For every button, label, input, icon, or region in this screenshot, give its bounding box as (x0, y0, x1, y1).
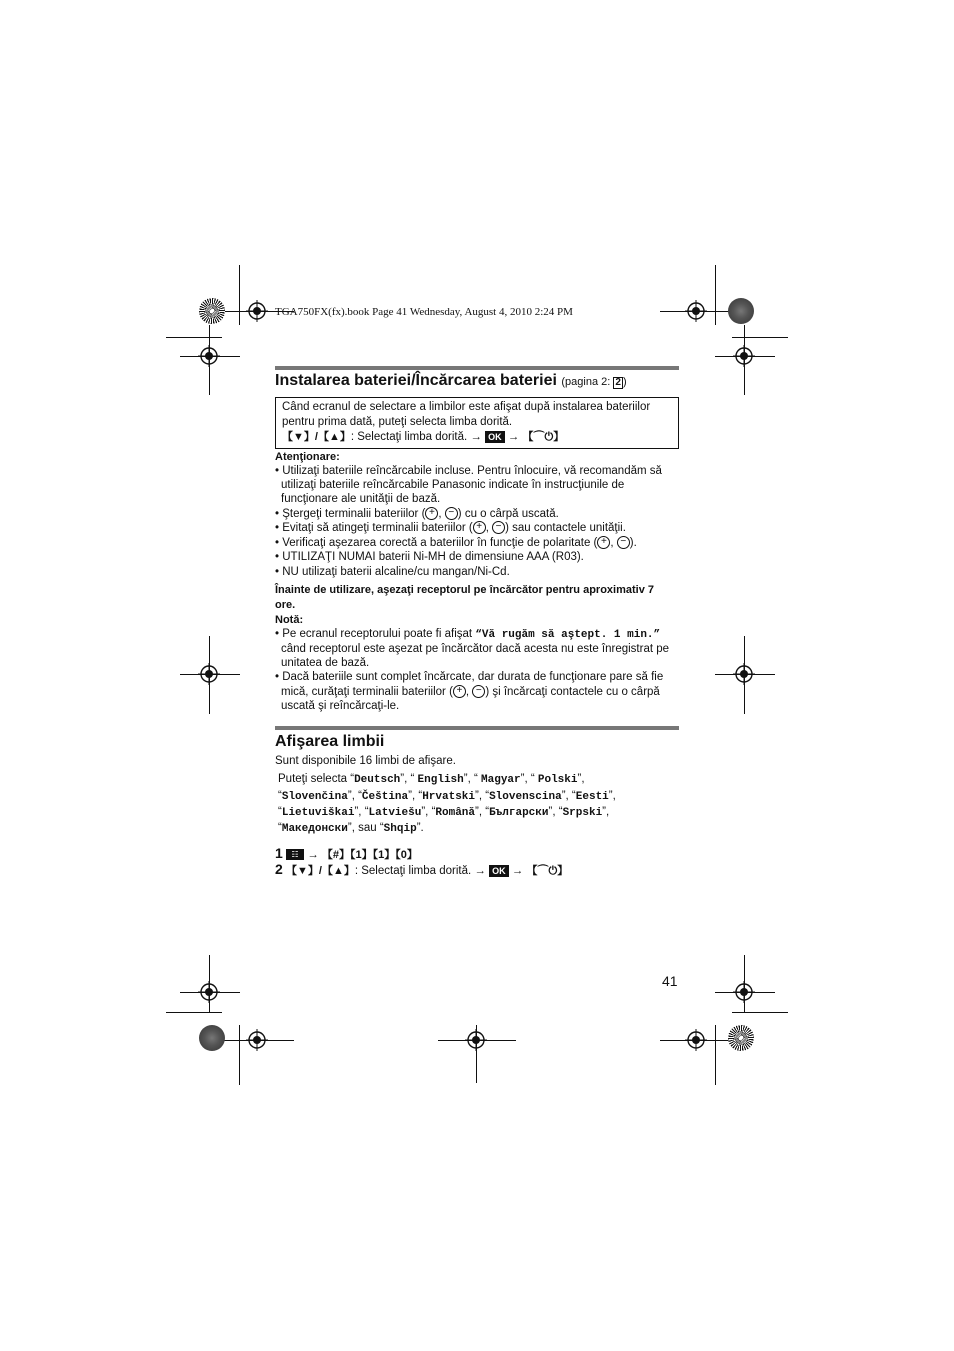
minus-terminal-icon: − (492, 521, 505, 534)
arrow-right-icon: → (470, 431, 482, 443)
bullet-6: • NU utilizaţi baterii alcaline/cu mangan/Ni-Cd. (275, 566, 510, 578)
step-2: 2 【▼】/【▲】: Selectaţi limba dorită. → OK → 【⌒⏻】 (275, 861, 569, 877)
arrow-right-icon: → (307, 849, 319, 861)
off-key-icon: 【⌒⏻】 (526, 865, 569, 877)
step-1: 1 ☷ → 【#】【1】【1】【0】 (275, 845, 418, 861)
book-header: TGA750FX(fx).book Page 41 Wednesday, August 4, 2010 2:24 PM (275, 306, 573, 318)
off-key-icon: 【⌒⏻】 (522, 431, 565, 443)
note-1-line-3: unitatea de bază. (281, 657, 370, 669)
star-target-icon (199, 298, 225, 324)
box-line-2: pentru prima dată, puteţi selecta limba dorită. (282, 416, 513, 428)
box-line-1: Când ecranul de selectare a limbilor este afişat după instalarea bateriilor (282, 401, 651, 413)
note-label: Notă: (275, 614, 304, 626)
bullet-1: • Utilizaţi bateriile reîncărcabile incluse. Pentru înlocuire, vă recomandăm să (275, 465, 662, 477)
plus-terminal-icon: + (425, 507, 438, 520)
languages-intro: Sunt disponibile 16 limbi de afişare. (275, 755, 456, 767)
registration-mark-icon (685, 300, 707, 322)
arrow-right-icon: → (474, 865, 486, 877)
up-down-keys: 【▼】/【▲】 (282, 431, 351, 443)
minus-terminal-icon: − (617, 536, 630, 549)
registration-mark-icon (733, 345, 755, 367)
language-list-line-4: “Македонски”, sau “Shqip”. (278, 822, 424, 835)
ok-key-icon: OK (489, 865, 509, 877)
gray-disc-icon (728, 298, 754, 324)
attention-label: Atenţionare: (275, 451, 340, 463)
registration-mark-icon (685, 1029, 707, 1051)
section-rule (275, 366, 679, 370)
note-2-line-3: uscată şi reîncărcaţi-le. (281, 700, 400, 712)
up-down-keys: 【▼】/【▲】 (286, 865, 355, 877)
registration-mark-icon (198, 345, 220, 367)
minus-terminal-icon: − (472, 685, 485, 698)
registration-mark-icon (733, 663, 755, 685)
code-keys: 【#】【1】【1】【0】 (321, 849, 418, 861)
ok-key-icon: OK (485, 431, 505, 443)
bullet-1-line-3: funcţionare ale unităţii de bază. (281, 493, 441, 505)
page-reference: (pagina 2: 2 ) (561, 376, 627, 388)
minus-terminal-icon: − (445, 507, 458, 520)
charge-warning-line-2: ore. (275, 599, 296, 611)
arrow-right-icon: → (507, 431, 520, 443)
note-1-line-2: când receptorul este aşezat pe încărcător dacă acesta nu este înregistrat pe (281, 643, 670, 655)
registration-mark-icon (246, 300, 268, 322)
registration-mark-icon (198, 663, 220, 685)
plus-terminal-icon: + (453, 685, 466, 698)
page-number: 41 (662, 973, 678, 989)
section-rule (275, 726, 679, 730)
registration-mark-icon (198, 981, 220, 1003)
registration-mark-icon (246, 1029, 268, 1051)
bullet-1-line-2: utilizaţi bateriile reîncărcabile Panasonic indicate în instrucţiunile de (281, 479, 625, 491)
bullet-5: • UTILIZAŢI NUMAI baterii Ni-MH de dimensiune AAA (R03). (275, 551, 584, 563)
arrow-right-icon: → (511, 865, 524, 877)
wait-message: “Vă rugăm să aştept. 1 min.” (475, 629, 661, 641)
registration-mark-icon (733, 981, 755, 1003)
bullet-2: • Ştergeţi terminalii bateriilor ( + , − ) cu o cârpă uscată. (275, 507, 559, 520)
box-line-3: 【▼】/【▲】: Selectaţi limba dorită. → OK → 【⌒⏻】 (282, 431, 565, 443)
gray-disc-icon (199, 1025, 225, 1051)
registration-mark-icon (465, 1029, 487, 1051)
plus-terminal-icon: + (597, 536, 610, 549)
note-1: • Pe ecranul receptorului poate fi afişat “Vă rugăm să aştept. 1 min.” (275, 628, 661, 641)
language-list-line-3: “Lietuviškai”, “Latviešu”, “Română”, “Български”, “Srpski”, (278, 806, 610, 819)
language-list-line-2: “Slovenčina”, “Čeština”, “Hrvatski”, “Slovenscina”, “Eesti”, (278, 790, 616, 803)
plus-terminal-icon: + (473, 521, 486, 534)
language-select-box (275, 397, 679, 449)
bullet-4: • Verificaţi aşezarea corectă a bateriilor în funcţie de polaritate ( + , − ). (275, 536, 637, 549)
note-2-line-2: mică, curăţaţi terminalii bateriilor ( + , − ) şi încărcaţi contactele cu o cârpă (281, 685, 660, 698)
star-target-icon (728, 1025, 754, 1051)
section-title-language: Afişarea limbii (275, 733, 385, 750)
menu-key-icon: ☷ (286, 849, 304, 860)
bullet-3: • Evitaţi să atingeţi terminalii bateriilor ( + , − ) sau contactele unităţii. (275, 521, 626, 534)
language-list-line-1: Puteţi selecta “Deutsch”, “ English”, “ Magyar”, “ Polski”, (278, 773, 585, 786)
section-title-battery: Instalarea bateriei/Încărcarea bateriei (pagina 2: 2 ) (275, 372, 627, 389)
note-2: • Dacă bateriile sunt complet încărcate, dar durata de funcţionare pare să fie (275, 671, 664, 683)
charge-warning-line-1: Înainte de utilizare, aşezaţi receptorul pe încărcător pentru aproximativ 7 (275, 584, 655, 596)
